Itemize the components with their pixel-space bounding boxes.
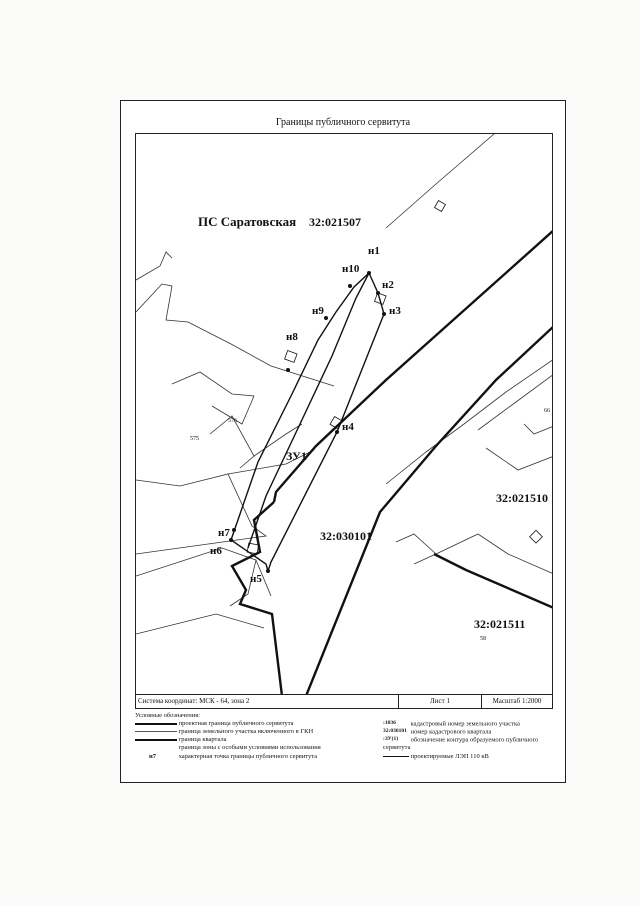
coordinate-system: Система координат: МСК - 64, зона 2 <box>138 697 250 705</box>
map-frame <box>135 133 553 695</box>
legend-item-servitude <box>135 720 294 728</box>
point-label-n10: н10 <box>342 263 360 275</box>
legend-text-cadnum: кадастровый номер земельного участка <box>410 720 520 728</box>
legend-line-parcel <box>135 731 177 732</box>
point-label-n6: н6 <box>210 545 222 557</box>
point-label-n3: н3 <box>389 305 401 317</box>
point-label-n4: н4 <box>342 421 354 433</box>
legend-point-sample: н7 <box>149 753 156 760</box>
legend-line-quarter <box>135 739 177 741</box>
point-label-n7: н7 <box>218 527 230 539</box>
parcel-label-58: 58 <box>480 636 486 642</box>
legend-code-quarternum: 32:030101 <box>383 728 407 734</box>
quarter-label-1: 32:021507 <box>309 215 361 229</box>
servitude-points <box>229 271 386 573</box>
point-label-n9: н9 <box>312 305 324 317</box>
legend-item-zone <box>135 744 321 752</box>
sheet-title: Границы публичного сервитута <box>275 117 411 128</box>
substation-label: ПС Саратовская <box>198 214 297 229</box>
legend-line-powerline <box>383 756 409 757</box>
legend-item-parcel <box>135 728 313 736</box>
parcel-boundaries <box>136 134 553 634</box>
quarter-label-3: 32:021510 <box>496 491 548 505</box>
point-label-n1: н1 <box>368 245 380 257</box>
legend-code-cadnum: :1036 <box>383 720 396 726</box>
legend-text-servitude: проектная граница публичного сервитута <box>178 720 294 727</box>
point-label-n5: н5 <box>250 573 262 585</box>
map-footer <box>135 695 553 709</box>
legend-text-powerline: проектируемые ЛЭП 110 кВ <box>410 753 489 760</box>
legend-item-cadnum <box>383 720 520 728</box>
legend-text-zone: граница зоны с особыми условиями использования <box>178 744 321 751</box>
legend <box>135 712 553 772</box>
parcel-label-575: 575 <box>190 436 199 442</box>
legend-text-quarternum: номер кадастрового квартала <box>410 728 492 736</box>
map-sheet <box>120 100 566 783</box>
point-label-n2: н2 <box>382 279 394 291</box>
servitude-boundary <box>231 273 384 571</box>
parcel-label-576: 576 <box>228 418 237 424</box>
legend-text-contour: обозначение контура образуемого публичного сервитута <box>383 736 539 751</box>
contour-label: ЗУ1 <box>286 449 307 463</box>
quarter-label-4: 32:021511 <box>474 617 526 631</box>
legend-text-point: характерная точка границы публичного сервитута <box>178 753 318 760</box>
cadastral-map <box>136 134 553 695</box>
legend-item-powerline <box>383 753 489 761</box>
map-scale: Масштаб 1:2000 <box>492 697 542 705</box>
sheet-number: Лист 1 <box>398 695 482 708</box>
legend-heading: Условные обозначения: <box>135 712 201 719</box>
legend-line-servitude <box>135 723 177 725</box>
legend-code-contour: :ЗУ(1) <box>383 736 399 742</box>
legend-item-contour <box>383 736 553 751</box>
parcel-label-66: 66 <box>544 408 550 414</box>
legend-item-quarter <box>135 736 227 744</box>
legend-text-parcel: граница земельного участка включенного в ГКН <box>178 728 314 735</box>
legend-item-point <box>149 753 317 761</box>
legend-text-quarter: граница квартала <box>178 736 227 743</box>
quarter-label-2: 32:030101 <box>320 529 372 543</box>
point-label-n8: н8 <box>286 331 298 343</box>
legend-item-quarternum <box>383 728 491 736</box>
